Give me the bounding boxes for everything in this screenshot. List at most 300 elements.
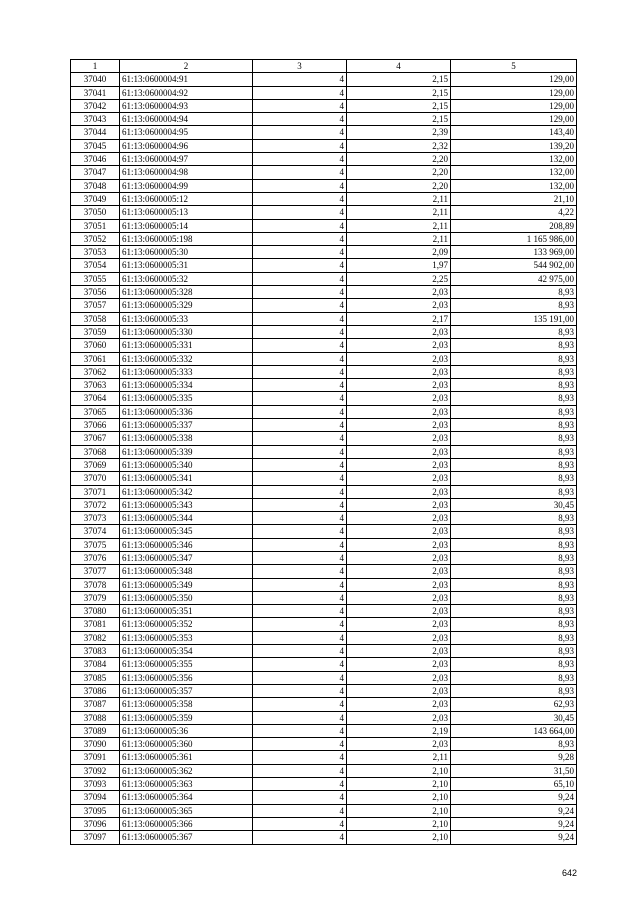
cadastral-number-cell: 61:13:0600005:361 xyxy=(120,751,253,764)
row-number-cell: 37089 xyxy=(71,724,120,737)
cadastral-number-cell: 61:13:0600004:93 xyxy=(120,99,253,112)
cadastral-number-cell: 61:13:0600004:94 xyxy=(120,113,253,126)
table-row xyxy=(71,684,577,697)
coefficient-cell: 2,03 xyxy=(347,698,451,711)
coefficient-cell: 1,97 xyxy=(347,259,451,272)
registry-table xyxy=(70,59,577,845)
group-cell: 4 xyxy=(253,645,347,658)
coefficient-cell: 2,39 xyxy=(347,126,451,139)
group-cell: 4 xyxy=(253,139,347,152)
table-row xyxy=(71,498,577,511)
coefficient-cell: 2,03 xyxy=(347,565,451,578)
row-number-cell: 37059 xyxy=(71,325,120,338)
coefficient-cell: 2,19 xyxy=(347,724,451,737)
table-row xyxy=(71,591,577,604)
coefficient-cell: 2,03 xyxy=(347,379,451,392)
table-row xyxy=(71,73,577,86)
group-cell: 4 xyxy=(253,671,347,684)
table-row xyxy=(71,219,577,232)
value-cell: 1 165 986,00 xyxy=(451,232,577,245)
cadastral-number-cell: 61:13:0600005:353 xyxy=(120,631,253,644)
table-row xyxy=(71,432,577,445)
table-row xyxy=(71,831,577,844)
value-cell: 8,93 xyxy=(451,365,577,378)
cadastral-number-cell: 61:13:0600005:365 xyxy=(120,804,253,817)
value-cell: 544 902,00 xyxy=(451,259,577,272)
row-number-cell: 37071 xyxy=(71,485,120,498)
coefficient-cell: 2,03 xyxy=(347,618,451,631)
row-number-cell: 37075 xyxy=(71,538,120,551)
group-cell: 4 xyxy=(253,724,347,737)
group-cell: 4 xyxy=(253,698,347,711)
table-row xyxy=(71,711,577,724)
cadastral-number-cell: 61:13:0600004:96 xyxy=(120,139,253,152)
coefficient-cell: 2,10 xyxy=(347,764,451,777)
coefficient-cell: 2,03 xyxy=(347,498,451,511)
row-number-cell: 37080 xyxy=(71,605,120,618)
cadastral-number-cell: 61:13:0600005:334 xyxy=(120,379,253,392)
cadastral-number-cell: 61:13:0600005:338 xyxy=(120,432,253,445)
row-number-cell: 37060 xyxy=(71,339,120,352)
column-header-3: 3 xyxy=(253,60,347,73)
group-cell: 4 xyxy=(253,299,347,312)
row-number-cell: 37043 xyxy=(71,113,120,126)
row-number-cell: 37093 xyxy=(71,778,120,791)
group-cell: 4 xyxy=(253,605,347,618)
value-cell: 8,93 xyxy=(451,645,577,658)
row-number-cell: 37045 xyxy=(71,139,120,152)
group-cell: 4 xyxy=(253,232,347,245)
cadastral-number-cell: 61:13:0600005:352 xyxy=(120,618,253,631)
coefficient-cell: 2,10 xyxy=(347,817,451,830)
group-cell: 4 xyxy=(253,472,347,485)
value-cell: 65,10 xyxy=(451,778,577,791)
group-cell: 4 xyxy=(253,352,347,365)
table-row xyxy=(71,379,577,392)
cadastral-number-cell: 61:13:0600005:366 xyxy=(120,817,253,830)
cadastral-number-cell: 61:13:0600005:335 xyxy=(120,392,253,405)
group-cell: 4 xyxy=(253,778,347,791)
row-number-cell: 37085 xyxy=(71,671,120,684)
row-number-cell: 37064 xyxy=(71,392,120,405)
row-number-cell: 37040 xyxy=(71,73,120,86)
table-row xyxy=(71,791,577,804)
row-number-cell: 37081 xyxy=(71,618,120,631)
value-cell: 208,89 xyxy=(451,219,577,232)
row-number-cell: 37053 xyxy=(71,246,120,259)
group-cell: 4 xyxy=(253,498,347,511)
cadastral-number-cell: 61:13:0600005:364 xyxy=(120,791,253,804)
row-number-cell: 37076 xyxy=(71,551,120,564)
value-cell: 129,00 xyxy=(451,99,577,112)
value-cell: 4,22 xyxy=(451,206,577,219)
row-number-cell: 37069 xyxy=(71,458,120,471)
row-number-cell: 37055 xyxy=(71,272,120,285)
coefficient-cell: 2,03 xyxy=(347,684,451,697)
table-header-row xyxy=(71,60,577,73)
cadastral-number-cell: 61:13:0600005:31 xyxy=(120,259,253,272)
group-cell: 4 xyxy=(253,126,347,139)
coefficient-cell: 2,03 xyxy=(347,432,451,445)
cadastral-number-cell: 61:13:0600004:92 xyxy=(120,86,253,99)
table-row xyxy=(71,392,577,405)
coefficient-cell: 2,03 xyxy=(347,405,451,418)
value-cell: 30,45 xyxy=(451,711,577,724)
table-row xyxy=(71,578,577,591)
cadastral-number-cell: 61:13:0600005:367 xyxy=(120,831,253,844)
row-number-cell: 37047 xyxy=(71,166,120,179)
cadastral-number-cell: 61:13:0600005:362 xyxy=(120,764,253,777)
coefficient-cell: 2,25 xyxy=(347,272,451,285)
coefficient-cell: 2,15 xyxy=(347,113,451,126)
row-number-cell: 37066 xyxy=(71,419,120,432)
table-row xyxy=(71,485,577,498)
coefficient-cell: 2,03 xyxy=(347,392,451,405)
cadastral-number-cell: 61:13:0600005:345 xyxy=(120,525,253,538)
value-cell: 8,93 xyxy=(451,578,577,591)
coefficient-cell: 2,03 xyxy=(347,551,451,564)
value-cell: 9,24 xyxy=(451,804,577,817)
value-cell: 8,93 xyxy=(451,419,577,432)
group-cell: 4 xyxy=(253,485,347,498)
group-cell: 4 xyxy=(253,658,347,671)
value-cell: 8,93 xyxy=(451,325,577,338)
cadastral-number-cell: 61:13:0600005:360 xyxy=(120,738,253,751)
row-number-cell: 37065 xyxy=(71,405,120,418)
group-cell: 4 xyxy=(253,206,347,219)
row-number-cell: 37044 xyxy=(71,126,120,139)
cadastral-number-cell: 61:13:0600005:328 xyxy=(120,286,253,299)
group-cell: 4 xyxy=(253,817,347,830)
table-row xyxy=(71,551,577,564)
table-row xyxy=(71,525,577,538)
row-number-cell: 37042 xyxy=(71,99,120,112)
row-number-cell: 37095 xyxy=(71,804,120,817)
group-cell: 4 xyxy=(253,365,347,378)
table-row xyxy=(71,126,577,139)
group-cell: 4 xyxy=(253,578,347,591)
group-cell: 4 xyxy=(253,312,347,325)
value-cell: 8,93 xyxy=(451,392,577,405)
value-cell: 9,24 xyxy=(451,817,577,830)
table-row xyxy=(71,817,577,830)
cadastral-number-cell: 61:13:0600004:91 xyxy=(120,73,253,86)
group-cell: 4 xyxy=(253,711,347,724)
coefficient-cell: 2,03 xyxy=(347,671,451,684)
value-cell: 9,24 xyxy=(451,831,577,844)
cadastral-number-cell: 61:13:0600004:99 xyxy=(120,179,253,192)
coefficient-cell: 2,03 xyxy=(347,578,451,591)
coefficient-cell: 2,03 xyxy=(347,512,451,525)
value-cell: 8,93 xyxy=(451,618,577,631)
group-cell: 4 xyxy=(253,591,347,604)
group-cell: 4 xyxy=(253,99,347,112)
cadastral-number-cell: 61:13:0600005:329 xyxy=(120,299,253,312)
value-cell: 8,93 xyxy=(451,671,577,684)
value-cell: 8,93 xyxy=(451,605,577,618)
coefficient-cell: 2,03 xyxy=(347,631,451,644)
cadastral-number-cell: 61:13:0600005:350 xyxy=(120,591,253,604)
value-cell: 42 975,00 xyxy=(451,272,577,285)
value-cell: 8,93 xyxy=(451,631,577,644)
value-cell: 132,00 xyxy=(451,153,577,166)
table-row xyxy=(71,179,577,192)
value-cell: 8,93 xyxy=(451,352,577,365)
value-cell: 8,93 xyxy=(451,458,577,471)
group-cell: 4 xyxy=(253,565,347,578)
table-row xyxy=(71,299,577,312)
table-row xyxy=(71,565,577,578)
column-header-1: 1 xyxy=(71,60,120,73)
table-row xyxy=(71,166,577,179)
group-cell: 4 xyxy=(253,432,347,445)
cadastral-number-cell: 61:13:0600005:13 xyxy=(120,206,253,219)
coefficient-cell: 2,03 xyxy=(347,738,451,751)
cadastral-number-cell: 61:13:0600005:198 xyxy=(120,232,253,245)
coefficient-cell: 2,11 xyxy=(347,751,451,764)
cadastral-number-cell: 61:13:0600005:336 xyxy=(120,405,253,418)
value-cell: 8,93 xyxy=(451,286,577,299)
value-cell: 8,93 xyxy=(451,551,577,564)
value-cell: 8,93 xyxy=(451,299,577,312)
row-number-cell: 37051 xyxy=(71,219,120,232)
group-cell: 4 xyxy=(253,751,347,764)
table-row xyxy=(71,658,577,671)
coefficient-cell: 2,15 xyxy=(347,99,451,112)
row-number-cell: 37096 xyxy=(71,817,120,830)
cadastral-number-cell: 61:13:0600005:33 xyxy=(120,312,253,325)
column-header-4: 4 xyxy=(347,60,451,73)
row-number-cell: 37049 xyxy=(71,192,120,205)
coefficient-cell: 2,11 xyxy=(347,206,451,219)
cadastral-number-cell: 61:13:0600005:333 xyxy=(120,365,253,378)
value-cell: 8,93 xyxy=(451,445,577,458)
coefficient-cell: 2,03 xyxy=(347,645,451,658)
coefficient-cell: 2,09 xyxy=(347,246,451,259)
value-cell: 129,00 xyxy=(451,113,577,126)
row-number-cell: 37054 xyxy=(71,259,120,272)
row-number-cell: 37078 xyxy=(71,578,120,591)
row-number-cell: 37074 xyxy=(71,525,120,538)
row-number-cell: 37048 xyxy=(71,179,120,192)
value-cell: 132,00 xyxy=(451,179,577,192)
group-cell: 4 xyxy=(253,246,347,259)
row-number-cell: 37070 xyxy=(71,472,120,485)
cadastral-number-cell: 61:13:0600005:349 xyxy=(120,578,253,591)
value-cell: 8,93 xyxy=(451,339,577,352)
table-row xyxy=(71,153,577,166)
table-row xyxy=(71,325,577,338)
value-cell: 133 969,00 xyxy=(451,246,577,259)
coefficient-cell: 2,20 xyxy=(347,166,451,179)
coefficient-cell: 2,15 xyxy=(347,86,451,99)
table-body xyxy=(71,73,577,844)
row-number-cell: 37041 xyxy=(71,86,120,99)
table-row xyxy=(71,512,577,525)
table-row xyxy=(71,645,577,658)
cadastral-number-cell: 61:13:0600005:346 xyxy=(120,538,253,551)
table-row xyxy=(71,405,577,418)
cadastral-number-cell: 61:13:0600005:332 xyxy=(120,352,253,365)
coefficient-cell: 2,03 xyxy=(347,711,451,724)
group-cell: 4 xyxy=(253,325,347,338)
coefficient-cell: 2,03 xyxy=(347,538,451,551)
table-row xyxy=(71,472,577,485)
coefficient-cell: 2,03 xyxy=(347,658,451,671)
value-cell: 139,20 xyxy=(451,139,577,152)
value-cell: 132,00 xyxy=(451,166,577,179)
table-row xyxy=(71,246,577,259)
group-cell: 4 xyxy=(253,804,347,817)
cadastral-number-cell: 61:13:0600005:343 xyxy=(120,498,253,511)
row-number-cell: 37084 xyxy=(71,658,120,671)
coefficient-cell: 2,03 xyxy=(347,365,451,378)
cadastral-number-cell: 61:13:0600005:30 xyxy=(120,246,253,259)
cadastral-number-cell: 61:13:0600005:358 xyxy=(120,698,253,711)
table-row xyxy=(71,99,577,112)
coefficient-cell: 2,10 xyxy=(347,791,451,804)
table-row xyxy=(71,139,577,152)
table-row xyxy=(71,192,577,205)
group-cell: 4 xyxy=(253,153,347,166)
group-cell: 4 xyxy=(253,525,347,538)
table-row xyxy=(71,698,577,711)
value-cell: 8,93 xyxy=(451,684,577,697)
group-cell: 4 xyxy=(253,286,347,299)
table-row xyxy=(71,419,577,432)
value-cell: 62,93 xyxy=(451,698,577,711)
row-number-cell: 37061 xyxy=(71,352,120,365)
cadastral-number-cell: 61:13:0600005:337 xyxy=(120,419,253,432)
group-cell: 4 xyxy=(253,791,347,804)
cadastral-number-cell: 61:13:0600005:344 xyxy=(120,512,253,525)
group-cell: 4 xyxy=(253,259,347,272)
value-cell: 8,93 xyxy=(451,472,577,485)
cadastral-number-cell: 61:13:0600005:356 xyxy=(120,671,253,684)
value-cell: 143,40 xyxy=(451,126,577,139)
row-number-cell: 37092 xyxy=(71,764,120,777)
row-number-cell: 37063 xyxy=(71,379,120,392)
group-cell: 4 xyxy=(253,379,347,392)
coefficient-cell: 2,11 xyxy=(347,232,451,245)
cadastral-number-cell: 61:13:0600005:32 xyxy=(120,272,253,285)
row-number-cell: 37073 xyxy=(71,512,120,525)
table-row xyxy=(71,618,577,631)
coefficient-cell: 2,15 xyxy=(347,73,451,86)
table-row xyxy=(71,538,577,551)
table-row xyxy=(71,259,577,272)
cadastral-number-cell: 61:13:0600004:98 xyxy=(120,166,253,179)
cadastral-number-cell: 61:13:0600005:354 xyxy=(120,645,253,658)
cadastral-number-cell: 61:13:0600005:36 xyxy=(120,724,253,737)
cadastral-number-cell: 61:13:0600005:359 xyxy=(120,711,253,724)
value-cell: 8,93 xyxy=(451,512,577,525)
column-header-5: 5 xyxy=(451,60,577,73)
coefficient-cell: 2,20 xyxy=(347,179,451,192)
group-cell: 4 xyxy=(253,684,347,697)
value-cell: 31,50 xyxy=(451,764,577,777)
value-cell: 9,24 xyxy=(451,791,577,804)
coefficient-cell: 2,03 xyxy=(347,352,451,365)
coefficient-cell: 2,03 xyxy=(347,286,451,299)
value-cell: 21,10 xyxy=(451,192,577,205)
value-cell: 8,93 xyxy=(451,591,577,604)
row-number-cell: 37091 xyxy=(71,751,120,764)
group-cell: 4 xyxy=(253,339,347,352)
group-cell: 4 xyxy=(253,73,347,86)
value-cell: 135 191,00 xyxy=(451,312,577,325)
value-cell: 9,28 xyxy=(451,751,577,764)
value-cell: 8,93 xyxy=(451,405,577,418)
table-row xyxy=(71,206,577,219)
row-number-cell: 37088 xyxy=(71,711,120,724)
cadastral-number-cell: 61:13:0600004:97 xyxy=(120,153,253,166)
row-number-cell: 37072 xyxy=(71,498,120,511)
cadastral-number-cell: 61:13:0600005:12 xyxy=(120,192,253,205)
coefficient-cell: 2,03 xyxy=(347,419,451,432)
group-cell: 4 xyxy=(253,113,347,126)
cadastral-number-cell: 61:13:0600005:342 xyxy=(120,485,253,498)
column-header-2: 2 xyxy=(120,60,253,73)
row-number-cell: 37058 xyxy=(71,312,120,325)
row-number-cell: 37052 xyxy=(71,232,120,245)
value-cell: 8,93 xyxy=(451,738,577,751)
group-cell: 4 xyxy=(253,86,347,99)
group-cell: 4 xyxy=(253,405,347,418)
value-cell: 143 664,00 xyxy=(451,724,577,737)
coefficient-cell: 2,03 xyxy=(347,445,451,458)
table-row xyxy=(71,724,577,737)
value-cell: 30,45 xyxy=(451,498,577,511)
value-cell: 8,93 xyxy=(451,538,577,551)
cadastral-number-cell: 61:13:0600005:331 xyxy=(120,339,253,352)
group-cell: 4 xyxy=(253,618,347,631)
coefficient-cell: 2,11 xyxy=(347,192,451,205)
table-row xyxy=(71,352,577,365)
value-cell: 8,93 xyxy=(451,658,577,671)
coefficient-cell: 2,03 xyxy=(347,325,451,338)
group-cell: 4 xyxy=(253,458,347,471)
table-row xyxy=(71,339,577,352)
table-row xyxy=(71,764,577,777)
coefficient-cell: 2,03 xyxy=(347,458,451,471)
group-cell: 4 xyxy=(253,219,347,232)
coefficient-cell: 2,03 xyxy=(347,339,451,352)
row-number-cell: 37086 xyxy=(71,684,120,697)
coefficient-cell: 2,03 xyxy=(347,525,451,538)
table-row xyxy=(71,86,577,99)
table-row xyxy=(71,738,577,751)
cadastral-number-cell: 61:13:0600005:330 xyxy=(120,325,253,338)
row-number-cell: 37056 xyxy=(71,286,120,299)
value-cell: 8,93 xyxy=(451,432,577,445)
row-number-cell: 37087 xyxy=(71,698,120,711)
value-cell: 8,93 xyxy=(451,485,577,498)
row-number-cell: 37050 xyxy=(71,206,120,219)
group-cell: 4 xyxy=(253,179,347,192)
group-cell: 4 xyxy=(253,419,347,432)
row-number-cell: 37083 xyxy=(71,645,120,658)
coefficient-cell: 2,03 xyxy=(347,485,451,498)
table-row xyxy=(71,113,577,126)
row-number-cell: 37079 xyxy=(71,591,120,604)
table-row xyxy=(71,671,577,684)
row-number-cell: 37068 xyxy=(71,445,120,458)
table-row xyxy=(71,312,577,325)
page-number: 642 xyxy=(562,868,578,878)
group-cell: 4 xyxy=(253,631,347,644)
table-row xyxy=(71,778,577,791)
